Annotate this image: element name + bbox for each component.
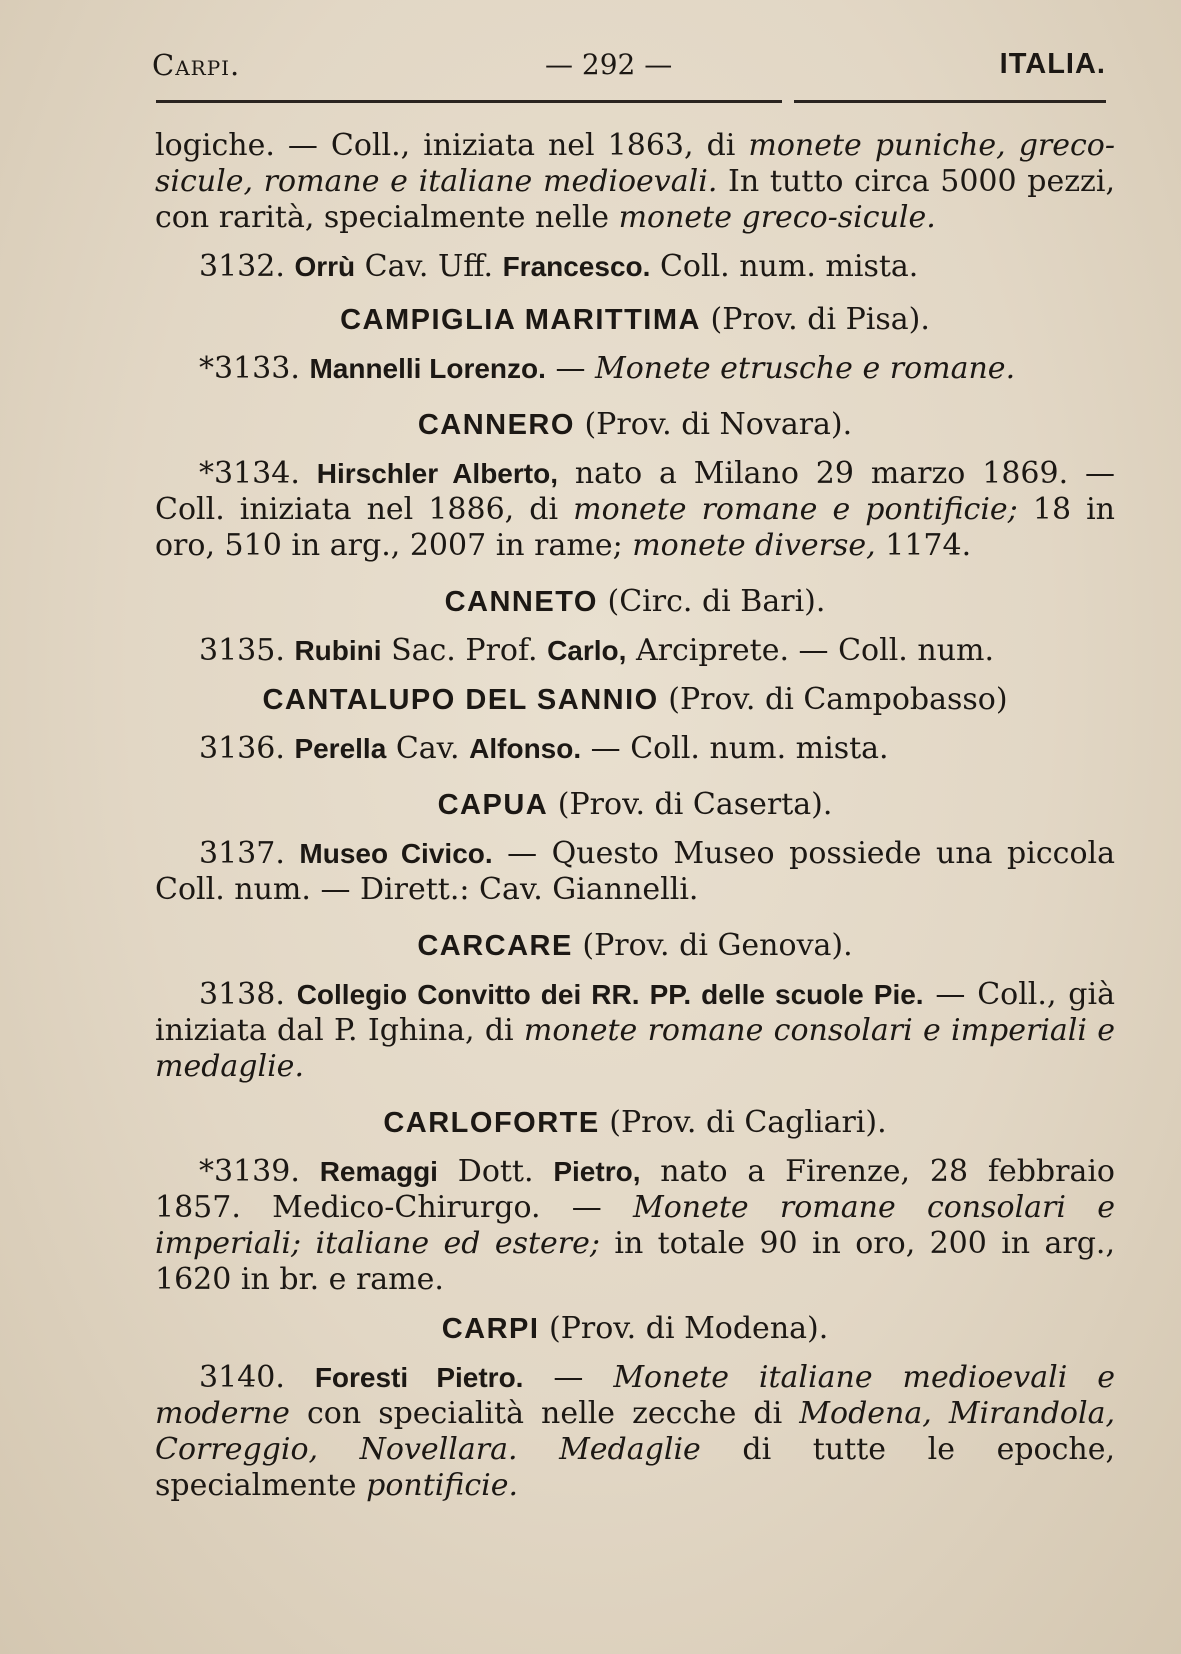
running-head-right: ITALIA. — [999, 48, 1106, 80]
entry-3140: 3140. Foresti Pietro. — Monete italiane medioevali e moderne con specialità nelle zecche di Modena, Mirandola, Correggio, Novellara. Medaglie di tutte le epoche, specialmente pontificie. — [155, 1360, 1116, 1503]
entry-3139: *3139. Remaggi Dott. Pietro, nato a Firenze, 28 febbraio 1857. Medico-Chirurgo. — Monete romane consolari e imperiali; italiane ed estere; in totale 90 in oro, 200 in arg., 1620 in br. e rame. — [155, 1154, 1115, 1297]
header-rule-right — [794, 100, 1106, 103]
entry-continuation: logiche. — Coll., iniziata nel 1863, di monete puniche, greco-sicule, romane e italiane medioevali. In tutto circa 5000 pezzi, con rarità, specialmente nelle monete greco-sicule. — [155, 128, 1115, 235]
section-heading-carpi: CARPI (Prov. di Modena). — [441, 1311, 829, 1346]
entry-3136: 3136. Perella Cav. Alfonso. — Coll. num. mista. — [199, 731, 889, 766]
section-heading-cantalupo: CANTALUPO DEL SANNIO (Prov. di Campobasso) — [262, 682, 1008, 717]
header-rule-left — [156, 100, 782, 103]
section-heading-campiglia: CAMPIGLIA MARITTIMA (Prov. di Pisa). — [340, 302, 930, 337]
section-heading-carcare: CARCARE (Prov. di Genova). — [417, 928, 853, 963]
entry-3135: 3135. Rubini Sac. Prof. Carlo, Arciprete. — Coll. num. — [199, 633, 994, 668]
running-head-left: Carpi. — [152, 48, 241, 82]
page-body — [155, 128, 1115, 1504]
section-heading-carloforte: CARLOFORTE (Prov. di Cagliari). — [383, 1105, 887, 1140]
entry-3134: *3134. Hirschler Alberto, nato a Milano 29 marzo 1869. — Coll. iniziata nel 1886, di monete romane e pontificie; 18 in oro, 510 in arg., 2007 in rame; monete diverse, 1174. — [155, 456, 1116, 563]
entry-3137: 3137. Museo Civico. — Questo Museo possiede una piccola Coll. num. — Dirett.: Cav. Giannelli. — [155, 836, 1115, 907]
entry-3132: 3132. Orrù Cav. Uff. Francesco. Coll. num. mista. — [199, 249, 919, 284]
section-heading-cannero: CANNERO (Prov. di Novara). — [417, 407, 853, 442]
entry-3133: *3133. Mannelli Lorenzo. — Monete etrusche e romane. — [199, 351, 1016, 386]
entry-3138: 3138. Collegio Convitto dei RR. PP. delle scuole Pie. — Coll., già iniziata dal P. Ighina, di monete romane consolari e imperiali e medaglie. — [155, 977, 1115, 1084]
running-header — [152, 48, 1106, 88]
page-number: — 292 — — [545, 48, 673, 81]
section-heading-capua: CAPUA (Prov. di Caserta). — [437, 787, 833, 822]
section-heading-canneto: CANNETO (Circ. di Bari). — [444, 584, 826, 619]
